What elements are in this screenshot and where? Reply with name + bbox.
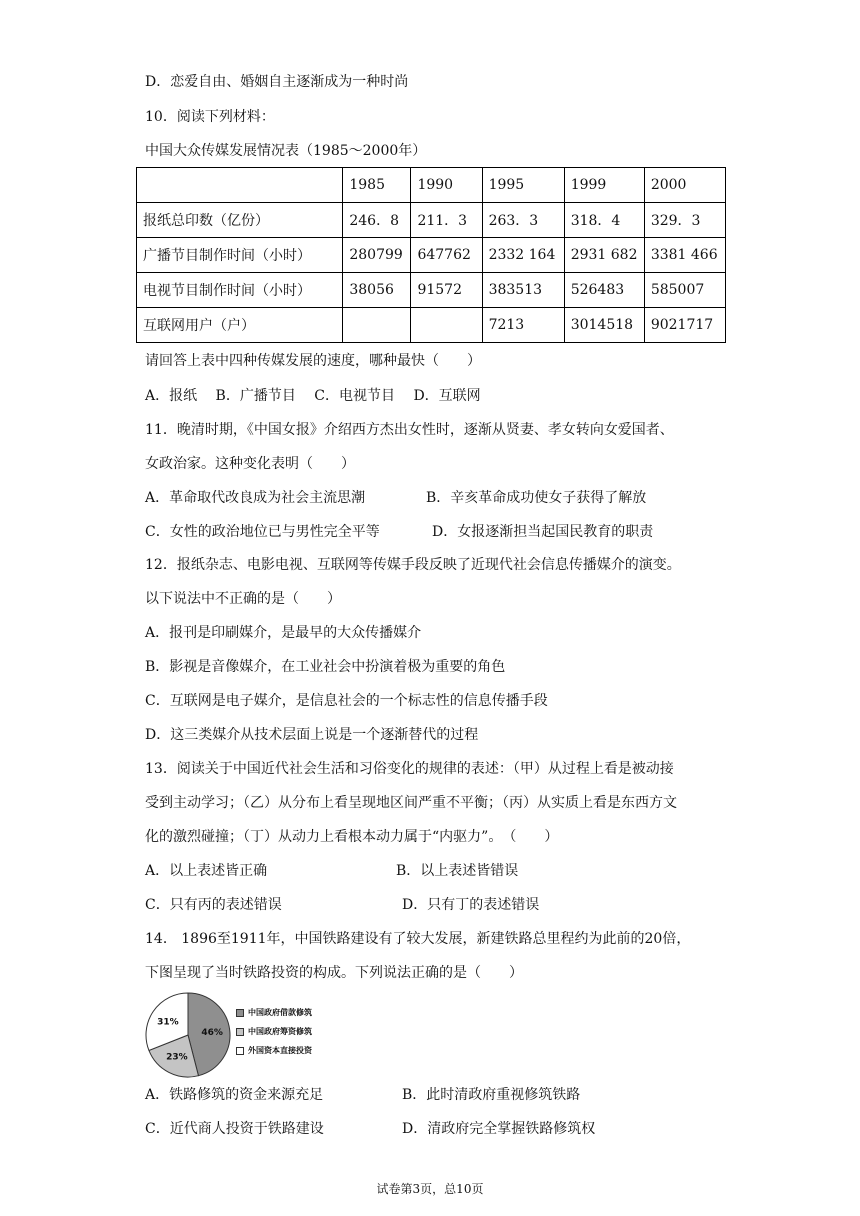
table-cell: 647762: [411, 238, 482, 273]
legend-item: [236, 1007, 312, 1017]
q12-option-c: C．互联网是电子媒介，是信息社会的一个标志性的信息传播手段: [145, 693, 548, 709]
legend-swatch: [236, 1047, 244, 1055]
q14-option-d: D．清政府完全掌握铁路修筑权: [402, 1121, 596, 1137]
table-row: [137, 203, 726, 238]
pie-slice-label: 23%: [166, 1052, 188, 1063]
table-cell: 211．3: [411, 203, 482, 238]
q13-stem-line2: 受到主动学习；（乙）从分布上看呈现地区间严重不平衡；（丙）从实质上看是东西方文: [145, 795, 677, 811]
q13-stem-line1: 13．阅读关于中国近代社会生活和习俗变化的规律的表述：（甲）从过程上看是被动接: [145, 761, 674, 777]
table-cell: 2000: [644, 168, 725, 203]
q13-stem-line3: 化的激烈碰撞；（丁）从动力上看根本动力属于“内驱力”。 （ ）: [145, 829, 559, 845]
q10-options: A．报纸 B．广播节目 C．电视节目 D．互联网: [145, 388, 481, 404]
table-cell: [343, 308, 411, 343]
table-cell: 280799: [343, 238, 411, 273]
table-cell: 263．3: [482, 203, 564, 238]
q13-option-a: A．以上表述皆正确: [145, 863, 268, 879]
table-cell: 3381 466: [644, 238, 725, 273]
q14-option-c: C．近代商人投资于铁路建设: [145, 1121, 324, 1137]
legend-item: [236, 1045, 312, 1055]
table-cell: 互联网用户（户）: [137, 308, 343, 343]
page-footer: 试卷第3页，总10页: [376, 1182, 484, 1196]
q11-stem-line1: 11．晚清时期，《中国女报》介绍西方杰出女性时，逐渐从贤妻、孝女转向女爱国者、: [145, 422, 674, 438]
q13-option-c: C．只有丙的表述错误: [145, 897, 282, 913]
legend-label: 外国资本直接投资: [248, 1045, 312, 1055]
table-cell: 246．8: [343, 203, 411, 238]
media-table: [136, 167, 726, 343]
table-cell: 2931 682: [564, 238, 644, 273]
legend-item: [236, 1026, 312, 1036]
table-cell: 318．4: [564, 203, 644, 238]
pie-slice-label: 31%: [157, 1017, 179, 1028]
table-cell: 526483: [564, 273, 644, 308]
pie-slice-label: 46%: [201, 1027, 223, 1038]
table-cell: 1999: [564, 168, 644, 203]
q12-option-a: A．报刊是印刷媒介，是最早的大众传播媒介: [145, 625, 422, 641]
q10-stem: 10．阅读下列材料：: [145, 109, 275, 125]
q9-option-d: D．恋爱自由、婚姻自主逐渐成为一种时尚: [145, 74, 409, 90]
table-cell: [411, 308, 482, 343]
q11-option-c: C．女性的政治地位已与男性完全平等: [145, 524, 380, 540]
table-row: [137, 238, 726, 273]
table-cell: 1995: [482, 168, 564, 203]
table-row: [137, 273, 726, 308]
q10-question: 请回答上表中四种传媒发展的速度，哪种最快（ ）: [145, 353, 481, 369]
q10-table-title: 中国大众传媒发展情况表（1985～2000年）: [145, 143, 427, 159]
q13-option-b: B．以上表述皆错误: [396, 863, 519, 879]
table-cell: 7213: [482, 308, 564, 343]
table-cell: 报纸总印数（亿份）: [137, 203, 343, 238]
legend-swatch: [236, 1028, 244, 1036]
table-cell: 1990: [411, 168, 482, 203]
q14-option-b: B．此时清政府重视修筑铁路: [402, 1087, 581, 1103]
table-cell: [137, 168, 343, 203]
railway-investment-pie-chart: [143, 990, 233, 1080]
q11-option-b: B．辛亥革命成功使女子获得了解放: [426, 490, 647, 506]
q12-option-d: D．这三类媒介从技术层面上说是一个逐渐替代的过程: [145, 727, 479, 743]
table-cell: 1985: [343, 168, 411, 203]
q12-stem-line1: 12．报纸杂志、电影电视、互联网等传媒手段反映了近现代社会信息传播媒介的演变。: [145, 557, 681, 573]
table-cell: 383513: [482, 273, 564, 308]
q12-stem-line2: 以下说法中不正确的是（ ）: [145, 591, 341, 607]
q12-option-b: B．影视是音像媒介，在工业社会中扮演着极为重要的角色: [145, 659, 506, 675]
table-cell: 9021717: [644, 308, 725, 343]
legend-label: 中国政府借款修筑: [248, 1007, 312, 1017]
q14-option-a: A．铁路修筑的资金来源充足: [145, 1087, 324, 1103]
table-cell: 3014518: [564, 308, 644, 343]
q11-stem-line2: 女政治家。这种变化表明（ ）: [145, 456, 355, 472]
q11-option-a: A．革命取代改良成为社会主流思潮: [145, 490, 366, 506]
table-cell: 38056: [343, 273, 411, 308]
table-header-row: [137, 168, 726, 203]
table-row: [137, 308, 726, 343]
q11-option-d: D．女报逐渐担当起国民教育的职责: [432, 524, 654, 540]
table-cell: 585007: [644, 273, 725, 308]
table-cell: 329．3: [644, 203, 725, 238]
table-cell: 广播节目制作时间（小时）: [137, 238, 343, 273]
q13-option-d: D．只有丁的表述错误: [402, 897, 540, 913]
legend-label: 中国政府筹资修筑: [248, 1026, 312, 1036]
legend-swatch: [236, 1009, 244, 1017]
table-cell: 2332 164: [482, 238, 564, 273]
table-cell: 91572: [411, 273, 482, 308]
table-cell: 电视节目制作时间（小时）: [137, 273, 343, 308]
q14-stem-line1: 14． 1896至1911年，中国铁路建设有了较大发展，新建铁路总里程约为此前的20倍，: [145, 931, 691, 947]
q14-stem-line2: 下图呈现了当时铁路投资的构成。下列说法正确的是（ ）: [145, 965, 523, 981]
